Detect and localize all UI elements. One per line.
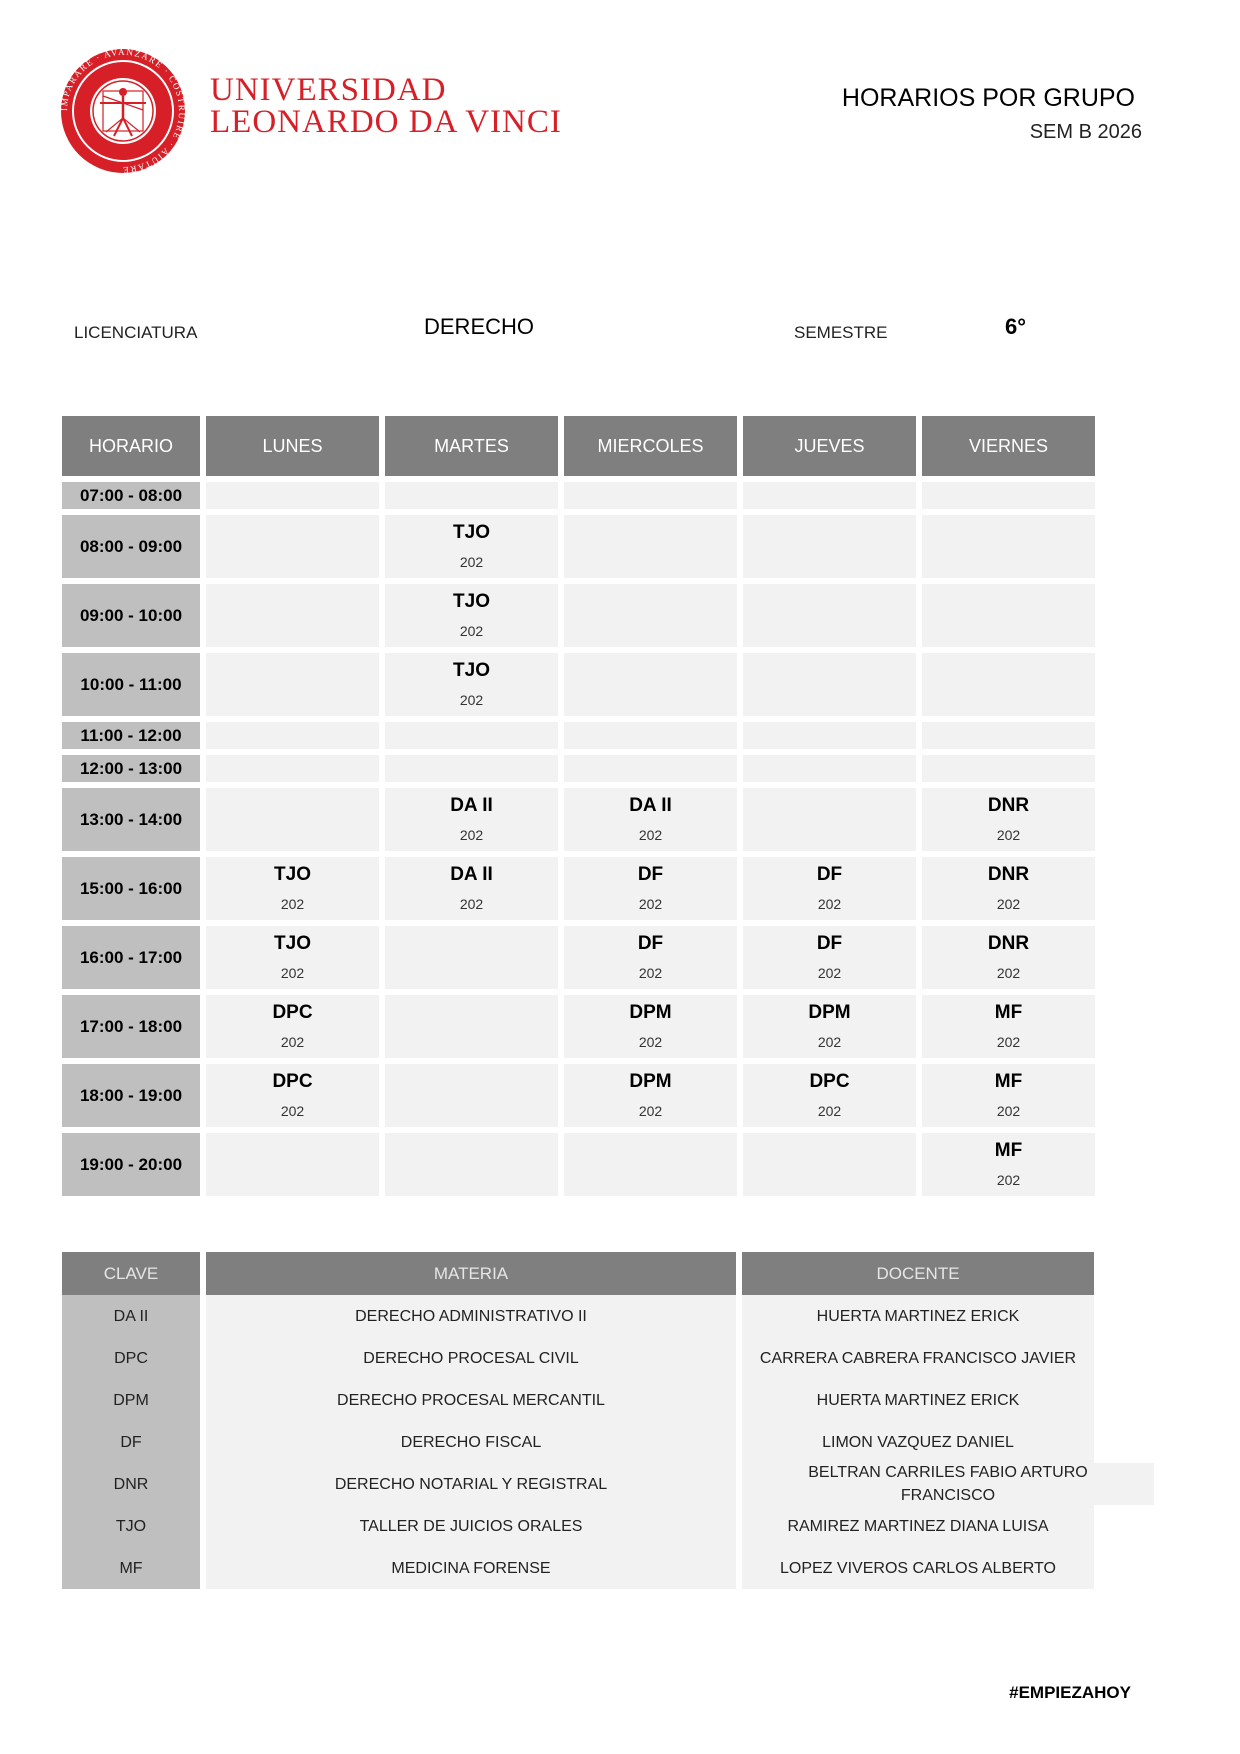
schedule-cell [743,722,916,749]
legend-row [62,1463,1154,1505]
legend-row [62,1505,1154,1547]
legend-materia: DERECHO NOTARIAL Y REGISTRAL [206,1463,736,1505]
schedule-cell [922,1133,1095,1196]
time-slot: 11:00 - 12:00 [62,722,200,749]
schedule-cell [922,1064,1095,1127]
schedule-cell [564,1133,737,1196]
legend-row [62,1379,1154,1421]
course-code: TJO [453,591,490,612]
schedule-cell [385,584,558,647]
course-code: DA II [450,795,493,816]
schedule-cell [564,755,737,782]
room-number: 202 [459,692,484,708]
schedule-cell [743,515,916,578]
legend-materia: MEDICINA FORENSE [206,1547,736,1589]
schedule-cell [743,482,916,509]
schedule-row [62,857,1095,920]
schedule-cell [564,926,737,989]
room-number: 202 [280,965,305,981]
schedule-cell [385,653,558,716]
schedule-table [62,416,1095,1202]
room-number: 202 [817,1034,842,1050]
schedule-cell [922,995,1095,1058]
schedule-row [62,755,1095,782]
legend-docente: HUERTA MARTINEZ ERICK [742,1379,1094,1421]
header-jueves: JUEVES [743,416,916,476]
course-code: DPM [629,1002,672,1023]
schedule-cell [206,1133,379,1196]
schedule-cell [564,653,737,716]
course-code: DA II [450,864,493,885]
course-code: MF [994,1002,1023,1023]
room-number: 202 [996,1103,1021,1119]
header-lunes: LUNES [206,416,379,476]
schedule-row [62,926,1095,989]
legend-clave: DPM [62,1379,200,1421]
legend-clave: TJO [62,1505,200,1547]
time-slot: 09:00 - 10:00 [62,584,200,647]
room-number: 202 [638,1103,663,1119]
course-code: TJO [453,522,490,543]
schedule-cell [564,722,737,749]
room-number: 202 [638,827,663,843]
room-number: 202 [280,896,305,912]
legend-docente: RAMIREZ MARTINEZ DIANA LUISA [742,1505,1094,1547]
course-code: DF [816,864,843,885]
time-slot: 19:00 - 20:00 [62,1133,200,1196]
time-slot: 08:00 - 09:00 [62,515,200,578]
room-number: 202 [817,1103,842,1119]
course-code: DF [816,933,843,954]
schedule-cell [743,1064,916,1127]
time-slot: 16:00 - 17:00 [62,926,200,989]
schedule-cell [206,995,379,1058]
schedule-row [62,653,1095,716]
legend-clave: DA II [62,1295,200,1337]
schedule-cell [922,653,1095,716]
course-code: MF [994,1071,1023,1092]
legend-materia: TALLER DE JUICIOS ORALES [206,1505,736,1547]
course-code: TJO [274,933,311,954]
schedule-body [62,482,1095,1196]
room-number: 202 [638,965,663,981]
course-code: DNR [987,864,1030,885]
schedule-cell [564,857,737,920]
legend-table [62,1252,1154,1589]
schedule-cell [743,926,916,989]
university-name-line1: UNIVERSIDAD [210,72,447,108]
schedule-cell [206,755,379,782]
schedule-cell [385,515,558,578]
room-number: 202 [280,1103,305,1119]
legend-docente: CARRERA CABRERA FRANCISCO JAVIER [742,1337,1094,1379]
header-viernes: VIERNES [922,416,1095,476]
schedule-cell [206,722,379,749]
legend-row [62,1547,1154,1589]
schedule-cell [564,515,737,578]
schedule-cell [743,995,916,1058]
header-miercoles: MIERCOLES [564,416,737,476]
schedule-cell [564,482,737,509]
time-slot: 07:00 - 08:00 [62,482,200,509]
legend-materia: DERECHO PROCESAL MERCANTIL [206,1379,736,1421]
schedule-cell [206,788,379,851]
legend-clave: MF [62,1547,200,1589]
schedule-cell [385,995,558,1058]
schedule-header-row [62,416,1095,476]
schedule-cell [922,788,1095,851]
schedule-cell [385,722,558,749]
course-code: DF [637,864,664,885]
legend-row [62,1421,1154,1463]
legend-materia: DERECHO FISCAL [206,1421,736,1463]
schedule-cell [385,1064,558,1127]
university-seal-logo [58,46,188,176]
course-code: DPC [809,1071,850,1092]
room-number: 202 [996,1034,1021,1050]
legend-docente: LOPEZ VIVEROS CARLOS ALBERTO [742,1547,1094,1589]
room-number: 202 [638,1034,663,1050]
course-code: TJO [274,864,311,885]
room-number: 202 [280,1034,305,1050]
schedule-cell [206,926,379,989]
time-slot: 17:00 - 18:00 [62,995,200,1058]
legend-docente: LIMON VAZQUEZ DANIEL [742,1421,1094,1463]
course-code: DNR [987,795,1030,816]
room-number: 202 [459,827,484,843]
legend-docente: BELTRAN CARRILES FABIO ARTURO FRANCISCO [742,1463,1154,1505]
room-number: 202 [459,896,484,912]
legend-clave: DPC [62,1337,200,1379]
time-slot: 12:00 - 13:00 [62,755,200,782]
schedule-cell [206,857,379,920]
schedule-cell [743,788,916,851]
schedule-cell [743,653,916,716]
legend-header-docente: DOCENTE [742,1252,1094,1295]
schedule-cell [743,857,916,920]
page-title: HORARIOS POR GRUPO [841,84,1135,112]
schedule-cell [206,482,379,509]
schedule-cell [385,482,558,509]
legend-header-row [62,1252,1154,1295]
room-number: 202 [459,554,484,570]
room-number: 202 [996,827,1021,843]
licenciatura-value: DERECHO [424,314,535,339]
schedule-cell [564,1064,737,1127]
room-number: 202 [817,965,842,981]
schedule-row [62,722,1095,749]
room-number: 202 [817,896,842,912]
schedule-row [62,788,1095,851]
schedule-cell [385,755,558,782]
schedule-cell [743,1133,916,1196]
schedule-cell [385,1133,558,1196]
legend-materia: DERECHO ADMINISTRATIVO II [206,1295,736,1337]
schedule-cell [922,926,1095,989]
course-code: DF [637,933,664,954]
schedule-row [62,482,1095,509]
time-slot: 15:00 - 16:00 [62,857,200,920]
licenciatura-label: LICENCIATURA [74,323,198,342]
schedule-cell [743,584,916,647]
legend-row [62,1295,1154,1337]
time-slot: 18:00 - 19:00 [62,1064,200,1127]
legend-header-clave: CLAVE [62,1252,200,1295]
page-subtitle: SEM B 2026 [1029,121,1142,143]
legend-header-materia: MATERIA [206,1252,736,1295]
seal-ring-text: IMPARARE · AVANZARE · COSTRUIRE · AIUTARE [58,46,188,176]
schedule-cell [564,995,737,1058]
course-code: DA II [629,795,672,816]
time-slot: 13:00 - 14:00 [62,788,200,851]
schedule-cell [206,515,379,578]
legend-clave: DNR [62,1463,200,1505]
schedule-row [62,1133,1095,1196]
course-code: MF [994,1140,1023,1161]
room-number: 202 [996,965,1021,981]
schedule-cell [743,755,916,782]
schedule-cell [564,584,737,647]
semestre-label: SEMESTRE [794,323,888,342]
schedule-cell [922,722,1095,749]
schedule-cell [922,584,1095,647]
schedule-cell [564,788,737,851]
legend-row [62,1337,1154,1379]
semestre-value: 6° [1005,314,1027,339]
schedule-row [62,995,1095,1058]
header-horario: HORARIO [62,416,200,476]
time-slot: 10:00 - 11:00 [62,653,200,716]
course-code: DPC [272,1071,313,1092]
legend-body [62,1295,1154,1589]
room-number: 202 [459,623,484,639]
schedule-cell [385,857,558,920]
schedule-cell [385,926,558,989]
course-code: DPM [808,1002,851,1023]
legend-docente: HUERTA MARTINEZ ERICK [742,1295,1094,1337]
schedule-cell [385,788,558,851]
course-code: DNR [987,933,1030,954]
room-number: 202 [638,896,663,912]
schedule-cell [922,482,1095,509]
schedule-cell [206,653,379,716]
schedule-cell [922,515,1095,578]
schedule-row [62,584,1095,647]
course-code: TJO [453,660,490,681]
schedule-row [62,515,1095,578]
schedule-cell [922,755,1095,782]
legend-clave: DF [62,1421,200,1463]
schedule-row [62,1064,1095,1127]
university-name-line2: LEONARDO DA VINCI [210,104,562,140]
course-code: DPM [629,1071,672,1092]
schedule-cell [206,584,379,647]
course-code: DPC [272,1002,313,1023]
schedule-cell [206,1064,379,1127]
footer-hashtag: #EMPIEZAHOY [1009,1683,1131,1702]
university-name [210,74,562,138]
header-martes: MARTES [385,416,558,476]
schedule-cell [922,857,1095,920]
room-number: 202 [996,1172,1021,1188]
room-number: 202 [996,896,1021,912]
legend-materia: DERECHO PROCESAL CIVIL [206,1337,736,1379]
